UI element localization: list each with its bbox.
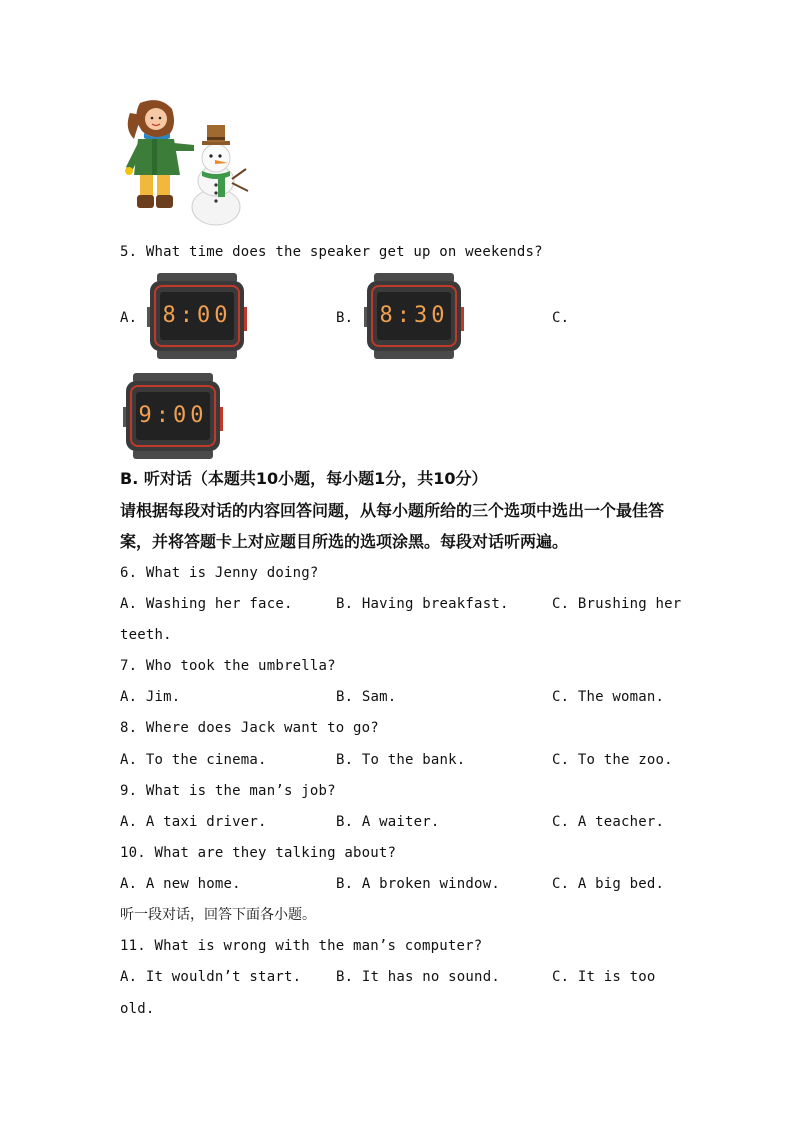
q8-option-b: B. To the bank. xyxy=(336,752,466,768)
q6-option-c-continued: teeth. xyxy=(120,627,172,643)
q7-option-c: C. The woman. xyxy=(552,689,665,705)
q9-option-c: C. A teacher. xyxy=(552,814,665,830)
q9-option-a: A. A taxi driver. xyxy=(120,814,267,830)
q10-option-b: B. A broken window. xyxy=(336,876,500,892)
dialogue-note: 听一段对话，回答下面各小题。 xyxy=(120,907,316,923)
q6-option-a: A. Washing her face. xyxy=(120,596,293,612)
q5-option-c-watch-icon xyxy=(123,373,223,459)
q5-option-a-watch-icon xyxy=(147,273,247,359)
section-b-heading: B. 听对话（本题共10小题，每小题1分，共10分） xyxy=(120,469,488,488)
q7-option-b: B. Sam. xyxy=(336,689,397,705)
q10-option-a: A. A new home. xyxy=(120,876,241,892)
girl-snowman-illustration xyxy=(120,95,255,230)
q11-option-b: B. It has no sound. xyxy=(336,969,500,985)
q8-option-c: C. To the zoo. xyxy=(552,752,673,768)
q6-option-c: C. Brushing her xyxy=(552,596,682,612)
question-6: 6. What is Jenny doing? xyxy=(120,565,319,581)
question-7: 7. Who took the umbrella? xyxy=(120,658,336,674)
q5-option-c-time: 9:00 xyxy=(138,403,208,428)
section-b-instruction-line2: 案，并将答题卡上对应题目所选的选项涂黑。每段对话听两遍。 xyxy=(120,532,569,551)
q5-option-b-time: 8:30 xyxy=(379,303,449,328)
q11-option-c-continued: old. xyxy=(120,1001,155,1017)
q5-option-b-letter: B. xyxy=(336,310,354,326)
question-8: 8. Where does Jack want to go? xyxy=(120,720,379,736)
section-b-instruction-line1: 请根据每段对话的内容回答问题，从每小题所给的三个选项中选出一个最佳答 xyxy=(120,501,665,520)
q5-option-b-watch-icon xyxy=(364,273,464,359)
question-9: 9. What is the man’s job? xyxy=(120,783,336,799)
question-5: 5. What time does the speaker get up on weekends? xyxy=(120,244,543,260)
question-10: 10. What are they talking about? xyxy=(120,845,397,861)
q11-option-a: A. It wouldn’t start. xyxy=(120,969,302,985)
q7-option-a: A. Jim. xyxy=(120,689,181,705)
q5-option-a-time: 8:00 xyxy=(162,303,232,328)
q8-option-a: A. To the cinema. xyxy=(120,752,267,768)
q9-option-b: B. A waiter. xyxy=(336,814,440,830)
q5-option-a-letter: A. xyxy=(120,310,138,326)
q10-option-c: C. A big bed. xyxy=(552,876,665,892)
question-11: 11. What is wrong with the man’s computer? xyxy=(120,938,483,954)
q11-option-c: C. It is too xyxy=(552,969,656,985)
q6-option-b: B. Having breakfast. xyxy=(336,596,509,612)
q5-option-c-letter: C. xyxy=(552,310,570,326)
